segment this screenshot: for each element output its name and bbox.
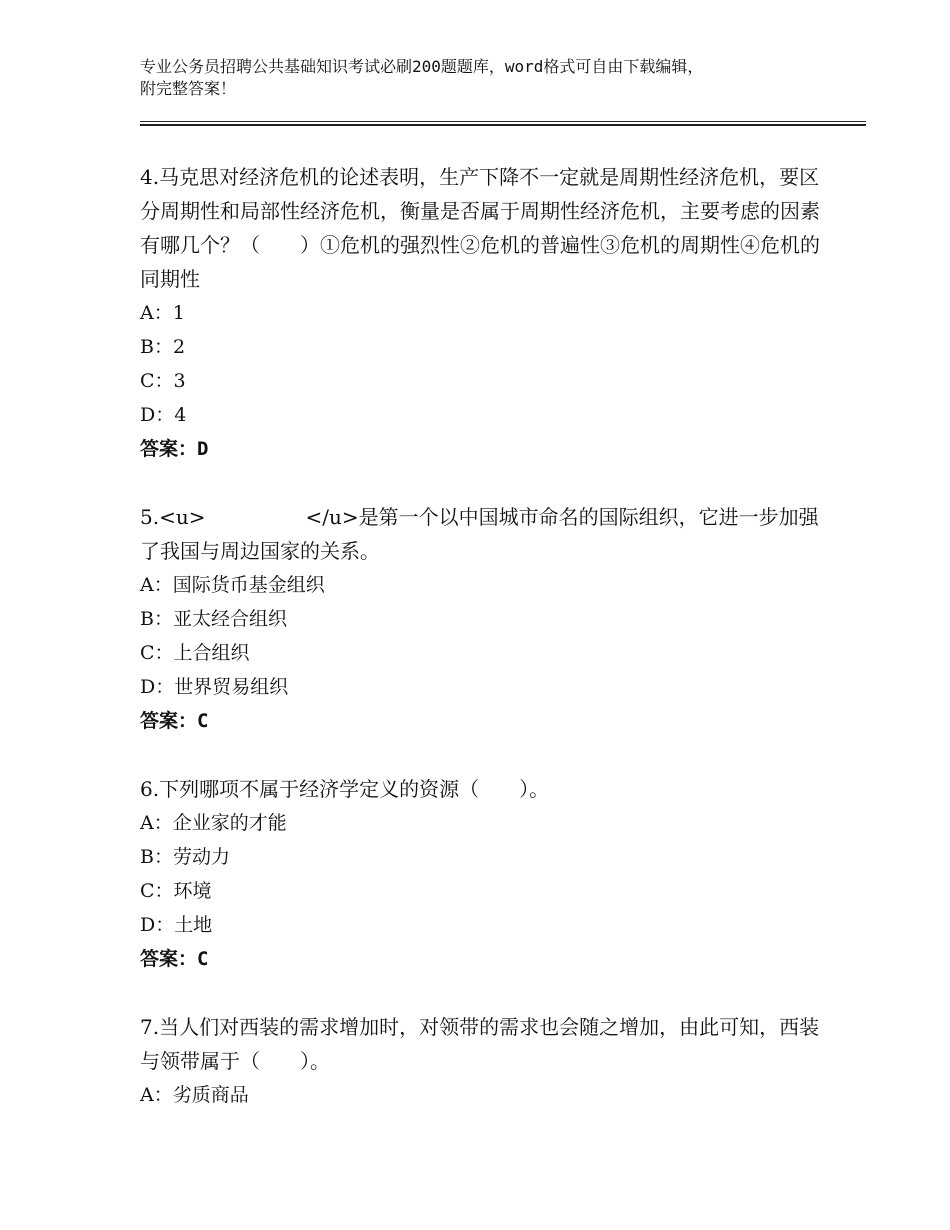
option-a: A：1 xyxy=(140,302,185,324)
option-a: A：企业家的才能 xyxy=(140,812,287,834)
question-6 xyxy=(140,772,830,976)
question-5 xyxy=(140,500,830,738)
header-line-2: 附完整答案！ xyxy=(140,79,237,98)
option-c: C：环境 xyxy=(140,880,212,902)
header-line-1: 专业公务员招聘公共基础知识考试必刷200题题库，word格式可自由下载编辑， xyxy=(140,57,704,76)
answer-line: 答案：C xyxy=(140,948,209,970)
option-c: C：3 xyxy=(140,370,186,392)
question-stem: 6.下列哪项不属于经济学定义的资源（ ）。 xyxy=(140,777,550,801)
question-7 xyxy=(140,1010,830,1112)
question-list xyxy=(140,160,830,1146)
header-rule-thick xyxy=(140,124,866,126)
option-c: C：上合组织 xyxy=(140,642,250,664)
option-b: B：劳动力 xyxy=(140,846,230,868)
option-d: D：世界贸易组织 xyxy=(140,676,289,698)
header-rule-thin xyxy=(140,121,866,122)
answer-line: 答案：D xyxy=(140,438,209,460)
option-d: D：土地 xyxy=(140,914,213,936)
question-4 xyxy=(140,160,830,466)
document-header xyxy=(140,56,820,100)
option-b: B：亚太经合组织 xyxy=(140,608,287,630)
question-stem: 4.马克思对经济危机的论述表明，生产下降不一定就是周期性经济危机，要区分周期性和局部性经济危机，衡量是否属于周期性经济危机，主要考虑的因素有哪几个？（ ）①危机的强烈性②危机的普遍性③危机的周期性④危机的同期性 xyxy=(140,165,820,291)
question-stem: 7.当人们对西装的需求增加时，对领带的需求也会随之增加，由此可知，西装与领带属于（ ）。 xyxy=(140,1015,820,1073)
option-a: A：国际货币基金组织 xyxy=(140,574,325,596)
question-stem: 5.<u> </u>是第一个以中国城市命名的国际组织，它进一步加强了我国与周边国家的关系。 xyxy=(140,505,819,563)
option-a: A：劣质商品 xyxy=(140,1084,249,1106)
option-d: D：4 xyxy=(140,404,187,426)
answer-line: 答案：C xyxy=(140,710,209,732)
option-b: B：2 xyxy=(140,336,186,358)
